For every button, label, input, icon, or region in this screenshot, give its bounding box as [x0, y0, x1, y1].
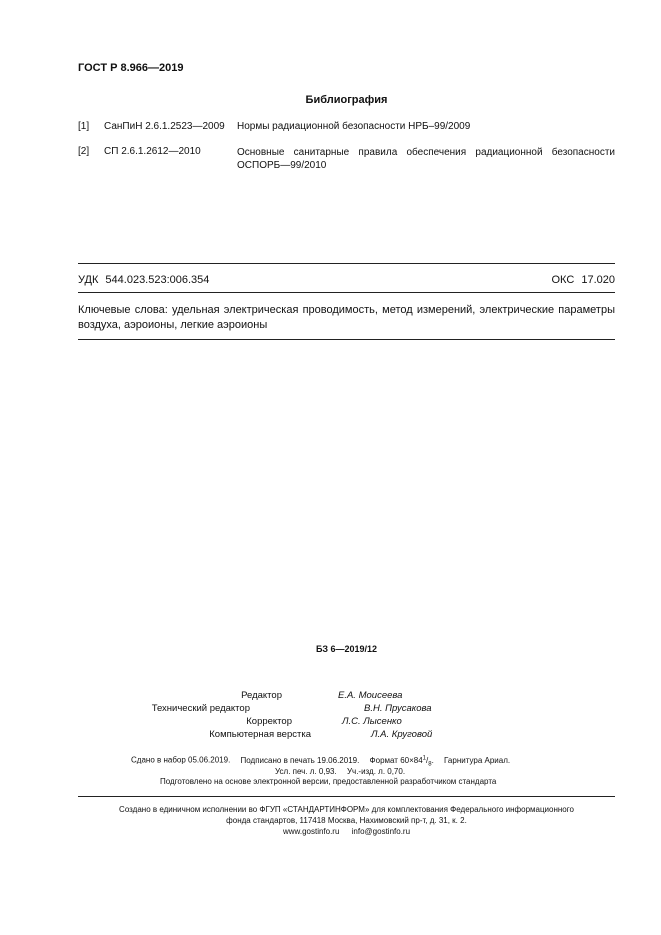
publication-details [131, 755, 510, 767]
prepared-note: Подготовлено на основе электронной версии, предоставленной разработчиком стандарта [160, 777, 497, 786]
reference-number: [2] [78, 146, 90, 157]
footer-line: фонда стандартов, 117418 Москва, Нахимовский пр-т, д. 31, к. 2. [226, 816, 467, 825]
publishing-sheets: Уч.-изд. л. 0,70. [346, 767, 406, 776]
oks-value: 17.020 [581, 274, 615, 286]
reference-number: [1] [78, 121, 90, 132]
reference-title: Нормы радиационной безопасности НРБ–99/2009 [237, 121, 471, 132]
credit-role: Корректор [246, 716, 292, 727]
divider [78, 796, 615, 797]
reference-document: СП 2.6.1.2612—2010 [104, 146, 201, 157]
credit-role: Технический редактор [151, 703, 250, 714]
typeface: Гарнитура Ариал. [444, 755, 511, 765]
divider [78, 292, 615, 293]
submitted-date: Сдано в набор 05.06.2019. [131, 755, 231, 765]
credit-name: Е.А. Моисеева [338, 690, 403, 701]
website-link[interactable]: www.gostinfo.ru [282, 827, 340, 836]
reference-title: Основные санитарные правила обеспечения радиационной безопасности ОСПОРБ—99/2010 [237, 147, 615, 171]
keywords [78, 303, 615, 333]
udk-code [78, 274, 209, 286]
keywords-text: удельная электрическая проводимость, метод измерений, электрические параметры воздуха, аэроионы, легкие аэроионы [78, 304, 615, 331]
credit-name: Л.С. Лысенко [342, 716, 402, 727]
udk-value: 544.023.523:006.354 [105, 274, 210, 286]
sheet-counts [275, 767, 405, 776]
standard-code: ГОСТ Р 8.966—2019 [78, 62, 184, 74]
credit-role: Редактор [241, 690, 282, 701]
signed-date: Подписано в печать 19.06.2019. [240, 755, 360, 765]
print-sheets: Усл. печ. л. 0,93. [275, 767, 337, 776]
oks-code [551, 274, 615, 286]
udk-label: УДК [78, 274, 99, 286]
credit-name: Л.А. Круговой [371, 729, 433, 740]
print-format: Формат $60\times 84^1/_8$. [369, 755, 434, 768]
oks-label: ОКС [551, 274, 575, 286]
bz-number: БЗ 6—2019/12 [315, 644, 378, 654]
bibliography-title: Библиография [305, 94, 388, 106]
credit-role: Компьютерная верстка [209, 729, 311, 740]
footer-contacts [0, 827, 661, 836]
keywords-label: Ключевые слова: [78, 304, 168, 316]
email-link[interactable]: info@gostinfo.ru [351, 827, 411, 836]
footer-line: Создано в единичном исполнении во ФГУП «СТАНДАРТИНФОРМ» для комплектования Федерального информационного [119, 805, 574, 814]
reference-document: СанПиН 2.6.1.2523—2009 [104, 121, 225, 132]
credit-name: В.Н. Прусакова [364, 703, 432, 714]
divider [78, 339, 615, 340]
divider [78, 263, 615, 264]
